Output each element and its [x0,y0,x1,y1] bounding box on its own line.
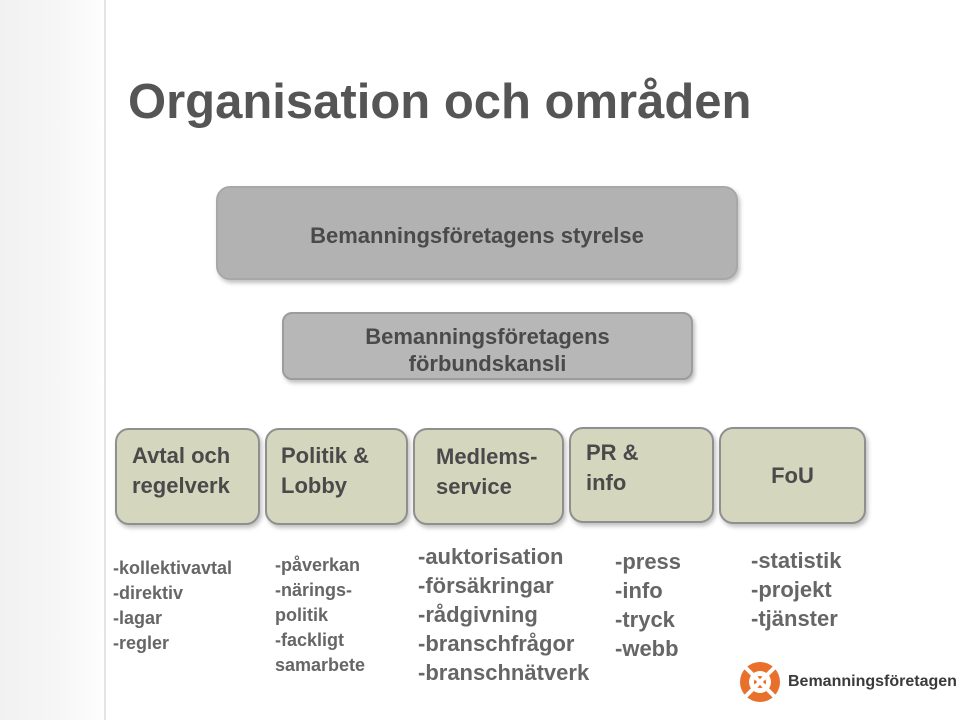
office-box [282,312,693,380]
list-item: -rådgivning [418,602,538,627]
list-item: -projekt [751,577,832,602]
area-box-pr-info [569,427,714,523]
list-item: politik [275,605,328,625]
list-item: -branschfrågor [418,631,575,656]
page-title: Organisation och områden [128,75,752,129]
logo-text: Bemanningsföretagen [788,673,957,690]
list-item: -press [615,549,682,574]
area-label-line-2: Lobby [281,473,347,498]
bemanningsforetagen-logo-icon [738,660,782,704]
list-item: -försäkringar [418,573,554,598]
area-box-avtal-och-regelverk [115,428,260,525]
area-label-line-2: info [586,470,627,495]
list-fou [751,546,841,633]
list-item: -statistik [751,548,842,573]
list-item: -webb [615,636,679,661]
list-item: -regler [113,633,170,653]
list-item: -tryck [615,607,675,632]
list-item: -info [615,578,663,603]
list-item: -lagar [113,608,163,628]
board-label: Bemanningsföretagens styrelse [310,223,644,248]
list-item: -kollektivavtal [113,558,233,578]
area-label-line-1: Avtal och [132,443,231,468]
area-box-fou [719,427,866,524]
list-politik-lobby [275,553,365,678]
area-label-line-2: service [436,474,512,499]
list-item: -direktiv [113,583,184,603]
office-label-line-1: Bemanningsföretagens [365,324,610,349]
area-label-line-1: Politik & [281,443,370,468]
board-box [216,186,738,280]
list-item: -närings- [275,580,353,600]
list-medlemsservice [418,542,589,687]
area-label-line-1: Medlems- [436,444,538,469]
list-item: -påverkan [275,555,361,575]
decorative-side-stripe [0,0,108,720]
company-logo [738,658,957,706]
list-item: -branschnätverk [418,660,590,685]
area-label-line-1: PR & [586,440,639,465]
area-box-medlemsservice [413,428,564,525]
area-label-line-1: FoU [771,462,814,488]
area-label-line-2: regelverk [132,473,230,498]
list-item: -tjänster [751,606,838,631]
list-item: samarbete [275,655,366,675]
area-box-politik-lobby [265,428,408,525]
list-avtal-och-regelverk [113,556,232,656]
list-pr-info [615,547,681,663]
list-item: -fackligt [275,630,345,650]
list-item: -auktorisation [418,544,564,569]
office-label-line-2: förbundskansli [408,351,567,376]
